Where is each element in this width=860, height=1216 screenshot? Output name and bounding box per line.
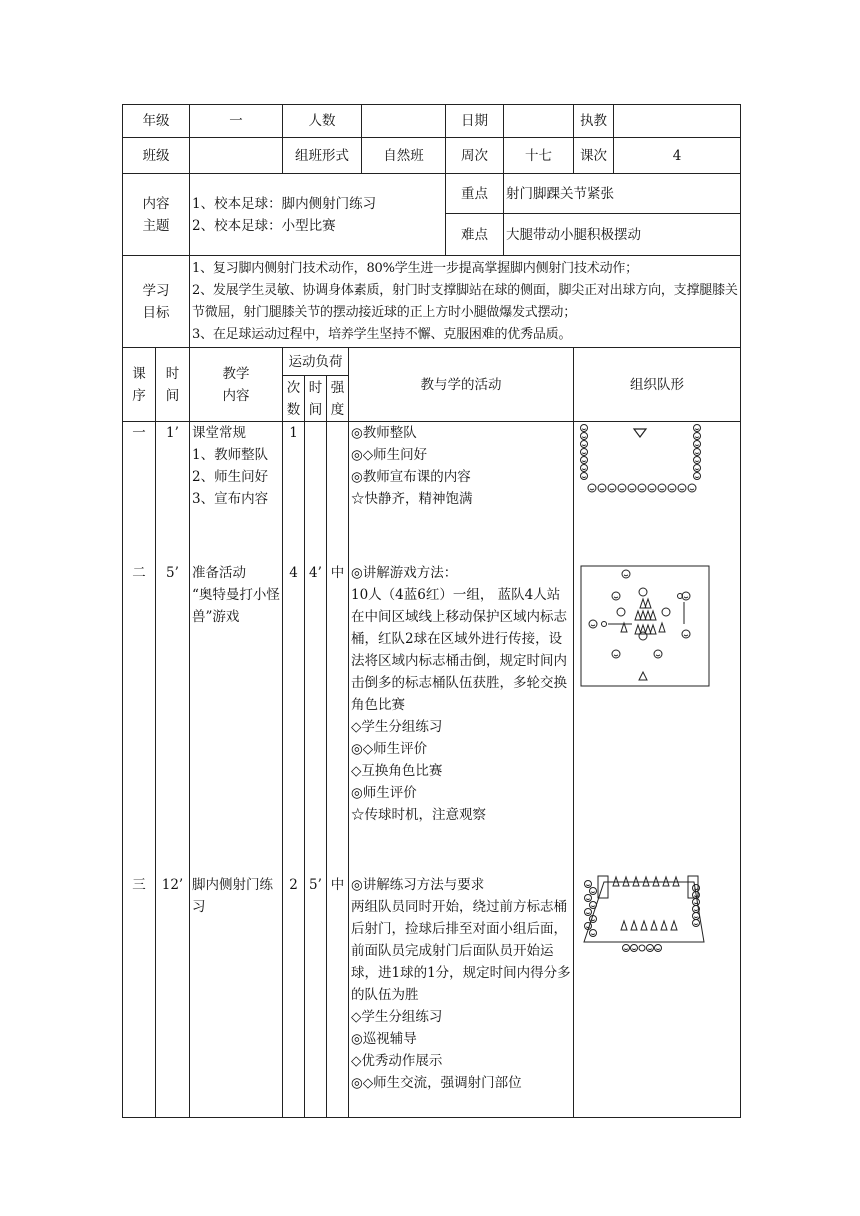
grade-label: 年级 xyxy=(123,105,190,138)
player-icon xyxy=(694,473,701,480)
section-intensity xyxy=(327,422,349,562)
class-value xyxy=(190,138,283,174)
player-icon xyxy=(682,630,690,638)
player-icon xyxy=(693,919,700,926)
player-icon xyxy=(631,944,638,951)
section-activity: ◎教师整队 ◎◇师生问好 ◎教师宣布课的内容 ☆快静齐，精神饱满 xyxy=(349,422,574,562)
player-icon xyxy=(608,484,616,492)
col-reps: 次 数 xyxy=(283,376,305,422)
player-icon xyxy=(618,484,626,492)
difficulty-label: 难点 xyxy=(446,214,504,256)
count-value xyxy=(362,105,446,138)
shooting-formation-icon xyxy=(576,874,714,964)
goals-text: 1、复习脚内侧射门技术动作，80%学生进一步提高掌握脚内侧射门技术动作； 2、发展学生灵敏、协调身体素质，射门时支撑脚站在球的侧面，脚尖正对出球方向，支撑腿膝关节微屈，射门腿膝关节的摆动接近球的正上方时小腿做爆发式摆动； 3、在足球运动过程中，培养学生坚持不懈、克服困难的优秀品质。 xyxy=(190,256,741,348)
player-icon xyxy=(655,944,662,951)
player-icon xyxy=(682,592,690,600)
col-activity: 教与学的活动 xyxy=(349,348,574,422)
player-icon xyxy=(648,484,656,492)
game-formation-icon xyxy=(576,562,714,692)
player-icon xyxy=(581,425,588,432)
form-value: 自然班 xyxy=(362,138,446,174)
cone-icon xyxy=(631,921,637,930)
section-activity: ◎讲解游戏方法： 10人（4蓝6红）一组， 蓝队4人站在中间区域线上移动保护区域内标志桶，红队2球在区域外进行传接，设法将区域内标志桶击倒，规定时间内击倒多的标志桶队伍获胜，多轮交换角色比赛 ◇学生分组练习 ◎◇师生评价 ◇互换角色比赛 ◎师生评价 ☆传球时机，注意观察 xyxy=(349,562,574,874)
player-icon xyxy=(623,944,630,951)
difficulty-value: 大腿带动小腿积极摆动 xyxy=(504,214,741,256)
grade-value: 一 xyxy=(190,105,283,138)
section-reps: 4 xyxy=(283,562,305,874)
section-reps: 2 xyxy=(283,874,305,1118)
player-icon xyxy=(688,484,696,492)
player-icon xyxy=(590,887,597,894)
player-icon xyxy=(581,465,588,472)
col-formation: 组织队形 xyxy=(574,348,741,422)
player-icon xyxy=(612,592,620,600)
formation-diagram-game xyxy=(574,562,741,874)
player-icon xyxy=(581,441,588,448)
section-intensity: 中 xyxy=(327,562,349,874)
player-icon xyxy=(598,484,606,492)
section-time: 5’ xyxy=(156,562,190,874)
player-icon xyxy=(585,880,592,887)
content-label: 内容 主题 xyxy=(123,174,190,256)
formation-diagram-assembly xyxy=(574,422,741,562)
section-intensity: 中 xyxy=(327,874,349,1118)
key-value: 射门脚踝关节紧张 xyxy=(504,174,741,214)
section-dur xyxy=(305,422,327,562)
player-icon xyxy=(694,457,701,464)
date-label: 日期 xyxy=(446,105,504,138)
player-icon xyxy=(585,908,592,915)
player-icon xyxy=(638,484,646,492)
player-icon xyxy=(693,912,700,919)
lesson-value: 4 xyxy=(614,138,741,174)
player-icon xyxy=(694,449,701,456)
cone-icon xyxy=(645,599,651,608)
week-label: 周次 xyxy=(446,138,504,174)
cone-icon xyxy=(650,611,656,620)
player-icon xyxy=(612,650,620,658)
date-value xyxy=(504,105,574,138)
count-label: 人数 xyxy=(283,105,362,138)
section-dur: 4’ xyxy=(305,562,327,874)
player-icon xyxy=(581,457,588,464)
player-icon xyxy=(585,894,592,901)
player-icon xyxy=(590,901,597,908)
goals-label: 学习 目标 xyxy=(123,256,190,348)
content-items: 1、校本足球：脚内侧射门练习 2、校本足球：小型比赛 xyxy=(190,174,446,256)
section-content: 课堂常规 1、教师整队 2、师生问好 3、宣布内容 xyxy=(190,422,283,562)
section-dur: 5’ xyxy=(305,874,327,1118)
col-content: 教学 内容 xyxy=(190,348,283,422)
player-icon xyxy=(694,425,701,432)
player-icon xyxy=(694,465,701,472)
player-icon xyxy=(658,484,666,492)
teacher-label: 执教 xyxy=(574,105,614,138)
player-icon xyxy=(694,441,701,448)
section-time: 12’ xyxy=(156,874,190,1118)
col-order: 课 序 xyxy=(123,348,156,422)
player-icon xyxy=(654,650,662,658)
cone-icon xyxy=(659,623,665,632)
player-icon xyxy=(694,433,701,440)
col-time: 时 间 xyxy=(156,348,190,422)
form-label: 组班形式 xyxy=(283,138,362,174)
cone-icon xyxy=(641,921,647,930)
player-icon xyxy=(589,620,597,628)
section-content: 脚内侧射门练习 xyxy=(190,874,283,1118)
cone-icon xyxy=(651,921,657,930)
key-label: 重点 xyxy=(446,174,504,214)
week-value: 十七 xyxy=(504,138,574,174)
section-order: 一 xyxy=(123,422,156,562)
player-icon xyxy=(588,484,596,492)
section-reps: 1 xyxy=(283,422,305,562)
section-time: 1’ xyxy=(156,422,190,562)
player-icon xyxy=(581,473,588,480)
section-order: 三 xyxy=(123,874,156,1118)
cone-icon xyxy=(621,921,627,930)
player-icon xyxy=(581,433,588,440)
col-intensity: 强 度 xyxy=(327,376,349,422)
col-load: 运动负荷 xyxy=(283,348,349,376)
player-icon xyxy=(628,484,636,492)
player-icon xyxy=(668,484,676,492)
cone-icon xyxy=(661,921,667,930)
col-dur: 时 间 xyxy=(305,376,327,422)
teacher-value xyxy=(614,105,741,138)
section-order: 二 xyxy=(123,562,156,874)
player-icon xyxy=(678,484,686,492)
lesson-plan-table xyxy=(122,104,741,1118)
formation-diagram-shooting xyxy=(574,874,741,1118)
player-icon xyxy=(622,570,630,578)
player-icon xyxy=(581,449,588,456)
cone-icon xyxy=(671,921,677,930)
lesson-label: 课次 xyxy=(574,138,614,174)
assembly-formation-icon xyxy=(576,422,714,502)
cone-icon xyxy=(650,625,656,634)
player-icon xyxy=(647,944,654,951)
player-icon xyxy=(590,929,597,936)
class-label: 班级 xyxy=(123,138,190,174)
section-activity: ◎讲解练习方法与要求 两组队员同时开始，绕过前方标志桶后射门，捡球后排至对面小组后面，前面队员完成射门后面队员开始运球，进1球的1分，规定时间内得分多的队伍为胜 ◇学生分组练习 ◎巡视辅导 ◇优秀动作展示 ◎◇师生交流，强调射门部位 xyxy=(349,874,574,1118)
player-icon xyxy=(693,898,700,905)
section-content: 准备活动 “奥特曼打小怪兽”游戏 xyxy=(190,562,283,874)
